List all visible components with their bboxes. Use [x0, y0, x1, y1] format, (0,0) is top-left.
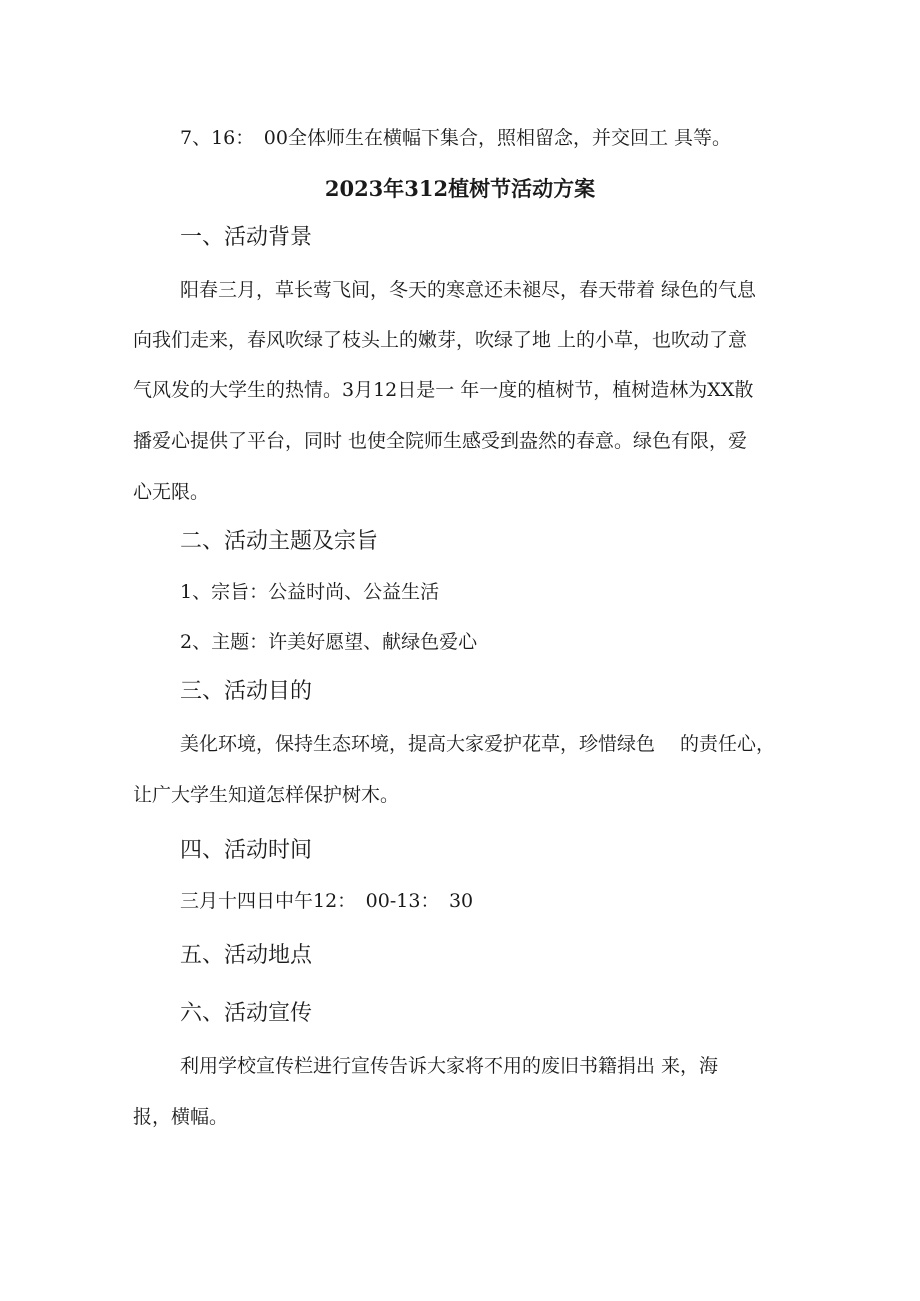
section-heading-location: 五、活动地点 [180, 943, 313, 968]
paragraph-line: 让广大学生知道怎样保护树木。 [133, 784, 400, 806]
section-heading-background: 一、活动背景 [180, 225, 313, 250]
document-title: 2023年312植树节活动方案 [324, 176, 596, 201]
section-heading-purpose: 三、活动目的 [180, 679, 313, 704]
event-time: 三月十四日中午12： 00-13： 30 [180, 890, 474, 912]
paragraph-line: 气风发的大学生的热情。3月12日是一 年一度的植树节，植树造林为XX散 [133, 379, 754, 401]
paragraph-line: 播爱心提供了平台，同时 也使全院师生感受到盎然的春意。绿色有限，爱 [133, 430, 748, 452]
section-heading-theme: 二、活动主题及宗旨 [180, 529, 379, 554]
section-heading-time: 四、活动时间 [180, 838, 313, 863]
paragraph-line: 利用学校宣传栏进行宣传告诉大家将不用的废旧书籍捐出 来，海 [180, 1055, 719, 1077]
paragraph-line: 报，横幅。 [133, 1106, 229, 1128]
schedule-line: 7、16： 00全体师生在横幅下集合，照相留念，并交回工 具等。 [180, 127, 731, 149]
paragraph-line: 阳春三月，草长莺飞间，冬天的寒意还未褪尽，春天带着 绿色的气息 [180, 279, 757, 301]
theme-item: 1、宗旨：公益时尚、公益生活 [180, 581, 440, 603]
section-heading-promotion: 六、活动宣传 [180, 1001, 313, 1026]
theme-item: 2、主题：许美好愿望、献绿色爱心 [180, 631, 478, 653]
paragraph-line: 心无限。 [133, 481, 210, 503]
paragraph-line: 向我们走来，春风吹绿了枝头上的嫩芽，吹绿了地 上的小草，也吹动了意 [133, 329, 748, 351]
paragraph-line: 美化环境，保持生态环境，提高大家爱护花草，珍惜绿色 的责任心， [180, 733, 776, 755]
